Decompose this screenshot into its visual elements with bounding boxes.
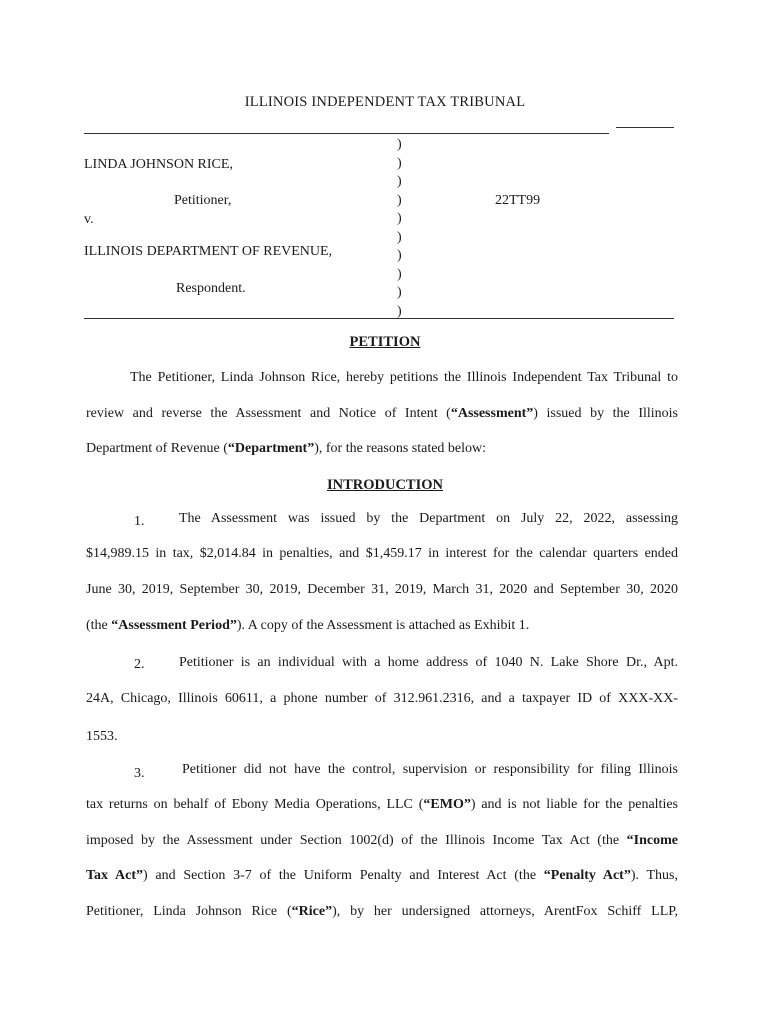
caption-top-rule-right — [616, 127, 674, 128]
caption-paren: ) — [397, 285, 402, 300]
caption-paren: ) — [397, 155, 402, 171]
paragraph-line: Petitioner is an individual with a home address of 1040 N. Lake Shore Dr., Apt. — [179, 655, 678, 670]
caption-paren: ) — [397, 248, 402, 263]
paragraph-number: 1. — [134, 514, 145, 529]
petition-intro-line: Department of Revenue (“Department”), for the reasons stated below: — [86, 441, 487, 456]
caption-paren-column — [397, 136, 409, 321]
caption-paren: ) — [397, 211, 402, 226]
caption-paren: ) — [397, 229, 402, 245]
paragraph-line: (the “Assessment Period”). A copy of the Assessment is attached as Exhibit 1. — [86, 618, 530, 633]
introduction-heading: INTRODUCTION — [326, 477, 443, 493]
paragraph-number: 3. — [134, 766, 145, 781]
caption-paren: ) — [397, 192, 402, 208]
paragraph-line: The Assessment was issued by the Department on July 22, 2022, assessing — [179, 511, 678, 526]
petitioner-name: LINDA JOHNSON RICE, — [84, 157, 233, 172]
caption-paren: ) — [397, 303, 402, 319]
caption-top-rule — [84, 133, 609, 134]
paragraph-line: June 30, 2019, September 30, 2019, December 31, 2019, March 31, 2020 and September 30, 2020 — [86, 582, 678, 597]
tribunal-title: ILLINOIS INDEPENDENT TAX TRIBUNAL — [244, 94, 526, 110]
paragraph-line: 1553. — [86, 729, 118, 744]
petition-intro-line: review and reverse the Assessment and Notice of Intent (“Assessment”) issued by the Illinois — [86, 406, 679, 421]
versus: v. — [84, 212, 94, 227]
petition-intro-line: The Petitioner, Linda Johnson Rice, hereby petitions the Illinois Independent Tax Tribunal to — [130, 370, 678, 385]
paragraph-line: imposed by the Assessment under Section 1002(d) of the Illinois Income Tax Act (the “Income — [86, 833, 678, 848]
paragraph-line: tax returns on behalf of Ebony Media Operations, LLC (“EMO”) and is not liable for the penalties — [86, 797, 678, 812]
caption-paren: ) — [397, 174, 402, 189]
paragraph-number: 2. — [134, 657, 145, 672]
paragraph-line: Tax Act”) and Section 3-7 of the Uniform Penalty and Interest Act (the “Penalty Act”). Thus, — [86, 868, 678, 883]
paragraph-line: $14,989.15 in tax, $2,014.84 in penalties, and $1,459.17 in interest for the calendar quarters ended — [86, 546, 678, 561]
respondent-name: ILLINOIS DEPARTMENT OF REVENUE, — [84, 244, 333, 259]
caption-bottom-rule — [84, 318, 674, 319]
petitioner-role: Petitioner, — [174, 193, 232, 208]
case-number: 22TT99 — [495, 193, 541, 208]
petition-heading: PETITION — [349, 334, 421, 350]
caption-paren: ) — [397, 137, 402, 152]
paragraph-line: Petitioner, Linda Johnson Rice (“Rice”), by her undersigned attorneys, ArentFox Schiff LLP, — [86, 904, 678, 919]
paragraph-line: 24A, Chicago, Illinois 60611, a phone number of 312.961.2316, and a taxpayer ID of XXX-XX- — [86, 691, 678, 706]
paragraph-line: Petitioner did not have the control, supervision or responsibility for filing Illinois — [182, 762, 678, 777]
caption-paren: ) — [397, 266, 402, 282]
respondent-role: Respondent. — [176, 281, 246, 296]
